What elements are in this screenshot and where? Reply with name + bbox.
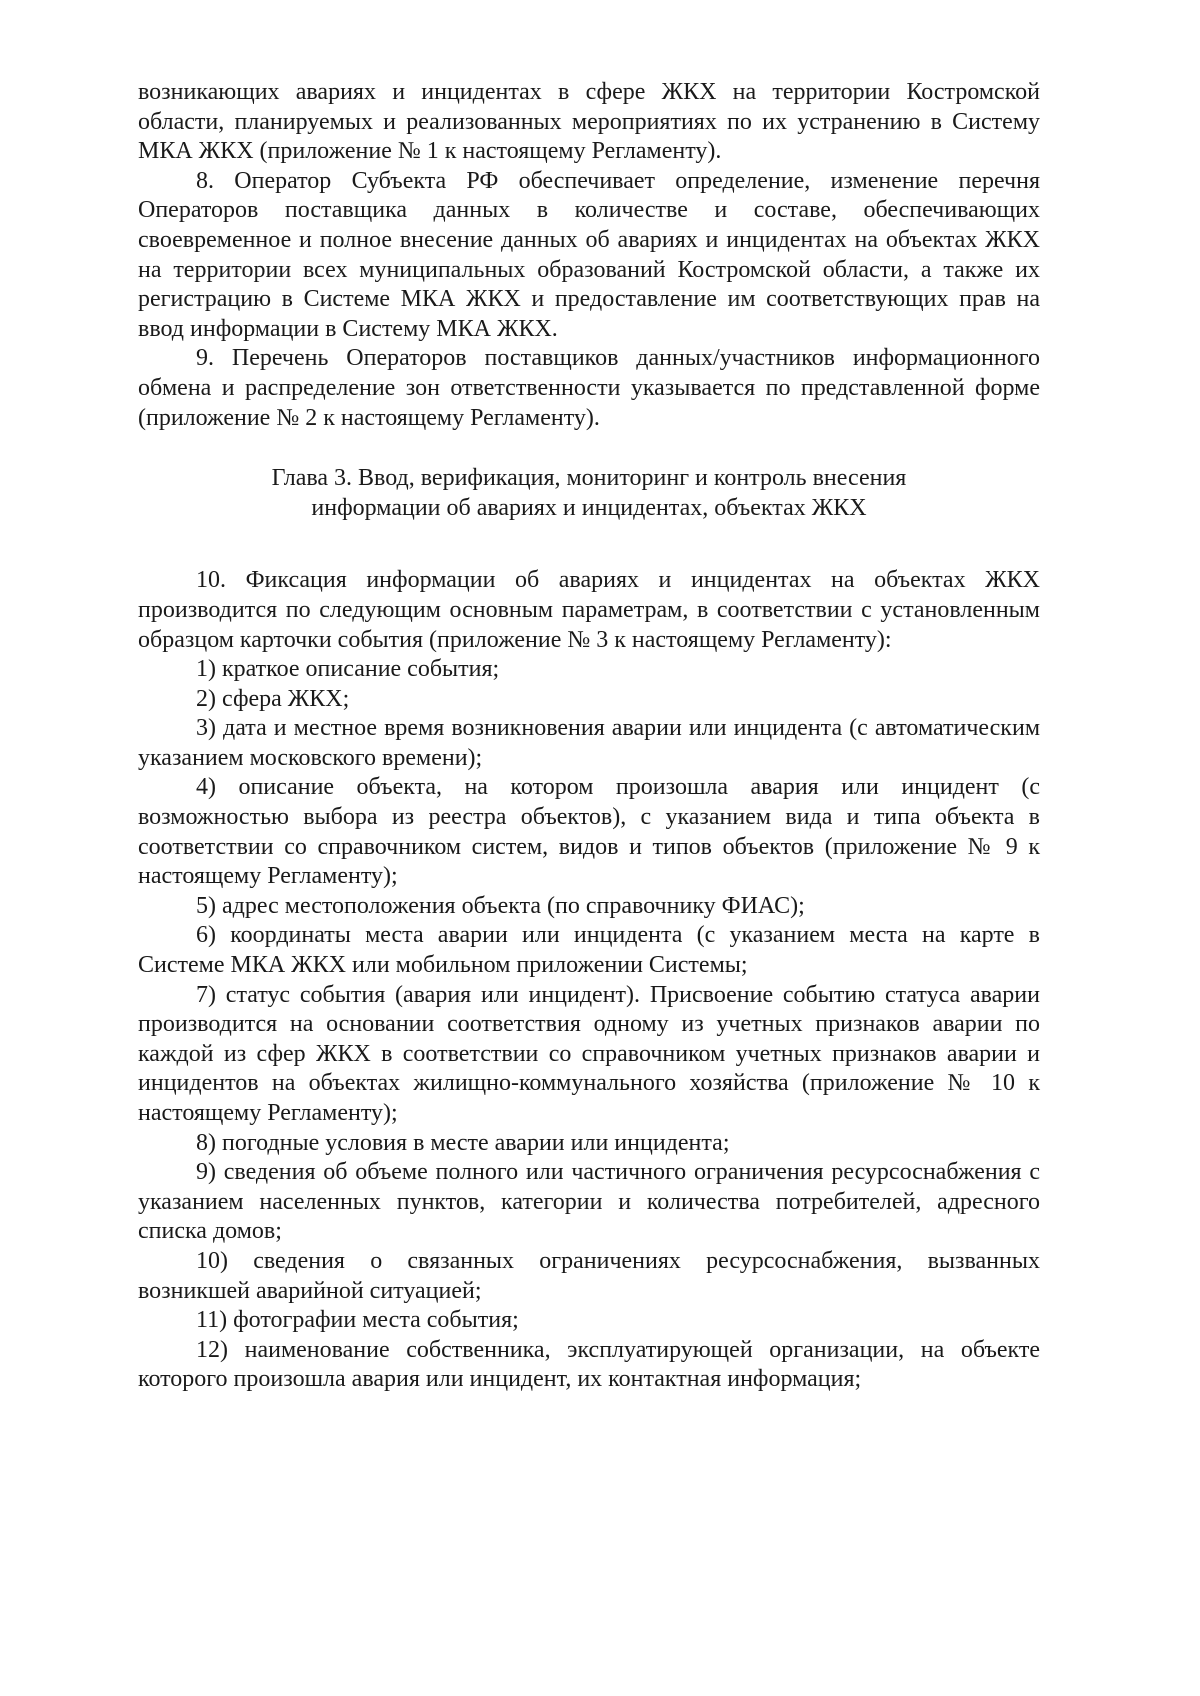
paragraph-intro: возникающих авариях и инцидентах в сфере ЖКХ на территории Костромской области, планируемых и реализованных мероприятиях по их устранению в Систему МКА ЖКХ (приложение № 1 к настоящему Регламенту).	[138, 79, 1040, 165]
list-item-6: 6) координаты места аварии или инцидента (с указанием места на карте в Системе МКА ЖКХ или мобильном приложении Системы;	[138, 922, 1040, 979]
list-item-3: 3) дата и местное время возникновения аварии или инцидента (с автоматическим указанием московского времени);	[138, 715, 1040, 771]
chapter-heading-line-1: Глава 3. Ввод, верификация, мониторинг и контроль внесения	[271, 465, 907, 492]
chapter-heading	[138, 464, 1040, 523]
chapter-heading-line-2: информации об авариях и инцидентах, объектах ЖКХ	[311, 494, 867, 521]
list-item-10: 10) сведения о связанных ограничениях ресурсоснабжения, вызванных возникшей аварийной ситуацией;	[138, 1247, 1040, 1304]
document-page	[138, 78, 1040, 1395]
list-item-9: 9) сведения об объеме полного или частичного ограничения ресурсоснабжения с указанием населенных пунктов, категории и количества потребителей, адресного списка домов;	[138, 1159, 1040, 1245]
paragraph-9: 9. Перечень Операторов поставщиков данных/участников информационного обмена и распределение зон ответственности указывается по представленной форме (приложение № 2 к настоящему Регламенту).	[138, 345, 1040, 431]
list-item-5: 5) адрес местоположения объекта (по справочнику ФИАС);	[196, 892, 805, 919]
list-item-11: 11) фотографии места события;	[196, 1307, 519, 1334]
list-item-2: 2) сфера ЖКХ;	[196, 685, 350, 712]
list-item-12: 12) наименование собственника, эксплуатирующей организации, на объекте которого произошла авария или инцидент, их контактная информация;	[138, 1336, 1040, 1393]
list-item-7: 7) статус события (авария или инцидент). Присвоение событию статуса аварии производится на основании соответствия одному из учетных признаков аварии по каждой из сфер ЖКХ в соответствии со справочником учетных признаков аварии и инцидентов на объектах жилищно-коммунального хозяйства (приложение № 10 к настоящему Регламенту);	[138, 981, 1040, 1126]
list-item-4: 4) описание объекта, на котором произошла авария или инцидент (с возможностью выбора из реестра объектов), с указанием вида и типа объекта в соответствии со справочником систем, видов и типов объектов (приложение № 9 к настоящему Регламенту);	[138, 774, 1040, 890]
paragraph-8: 8. Оператор Субъекта РФ обеспечивает определение, изменение перечня Операторов поставщика данных в количестве и составе, обеспечивающих своевременное и полное внесение данных об авариях и инцидентах на объектах ЖКХ на территории всех муниципальных образований Костромской области, а также их регистрацию в Системе МКА ЖКХ и предоставление им соответствующих прав на ввод информации в Систему МКА ЖКХ.	[138, 167, 1040, 342]
paragraph-10: 10. Фиксация информации об авариях и инцидентах на объектах ЖКХ производится по следующим основным параметрам, в соответствии с установленным образцом карточки события (приложение № 3 к настоящему Регламенту):	[138, 567, 1040, 653]
list-item-1: 1) краткое описание события;	[196, 656, 500, 683]
list-item-8: 8) погодные условия в месте аварии или инцидента;	[196, 1129, 730, 1156]
